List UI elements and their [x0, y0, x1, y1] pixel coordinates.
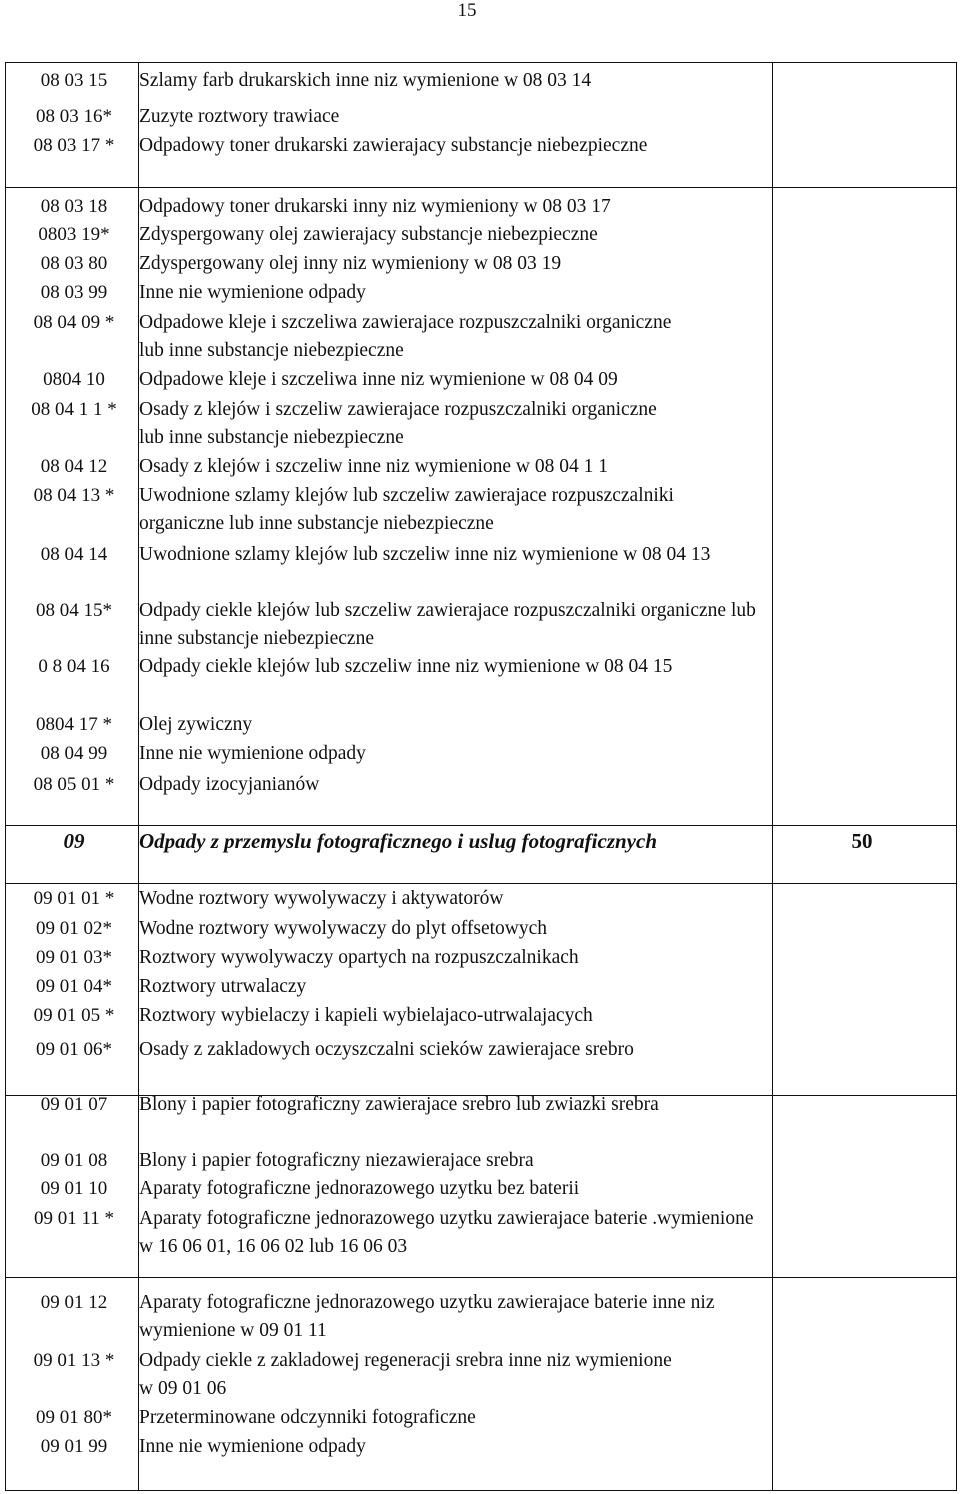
waste-code: 08 05 01 * — [33, 774, 115, 795]
waste-code: 09 01 80* — [36, 1407, 112, 1428]
waste-code: 08 03 80 — [40, 253, 108, 274]
waste-code: 08 03 99 — [40, 282, 108, 303]
waste-description: Zdyspergowany olej zawierajacy substancje niebezpieczne — [139, 224, 598, 245]
waste-description: Blony i papier fotograficzny niezawierajace srebra — [139, 1150, 534, 1171]
waste-description: Roztwory wybielaczy i kapieli wybielajaco-utrwalajacych — [139, 1005, 593, 1026]
waste-description: Zdyspergowany olej inny niz wymieniony w 08 03 19 — [139, 253, 562, 274]
waste-description: Odpady izocyjanianów — [139, 774, 320, 795]
waste-description: Inne nie wymienione odpady — [139, 743, 366, 764]
waste-code: 09 01 05 * — [33, 1005, 115, 1026]
waste-description: Wodne roztwory wywolywaczy do plyt offsetowych — [139, 918, 548, 939]
waste-description: Osady z zakladowych oczyszczalni scieków zawierajace srebro — [139, 1039, 634, 1060]
section-title: Odpady z przemyslu fotograficznego i uslug fotograficznych — [139, 829, 658, 853]
waste-description: Odpadowe kleje i szczeliwa inne niz wymienione w 08 04 09 — [139, 369, 618, 390]
waste-code: 08 04 12 — [40, 456, 108, 477]
waste-code: 08 04 99 — [40, 743, 108, 764]
waste-description: Aparaty fotograficzne jednorazowego uzytku zawierajace baterie .wymienione w 16 06 01, 16 06 02 lub 16 06 03 — [139, 1208, 754, 1257]
waste-description: Aparaty fotograficzne jednorazowego uzytku bez baterii — [139, 1178, 580, 1199]
section-divider-bottom — [6, 883, 956, 884]
waste-code: 09 01 06* — [36, 1039, 112, 1060]
waste-code: 08 03 17 * — [33, 135, 115, 156]
waste-description: Uwodnione szlamy klejów lub szczeliw zawierajace rozpuszczalniki organiczne lub inne substancje niebezpieczne — [139, 485, 674, 534]
waste-code: 0 8 04 16 — [38, 656, 110, 677]
waste-description: Aparaty fotograficzne jednorazowego uzytku zawierajace baterie inne niz wymienione w 09 01 11 — [139, 1292, 715, 1341]
waste-description: Inne nie wymienione odpady — [139, 282, 366, 303]
waste-code: 09 01 13 * — [33, 1350, 115, 1371]
waste-description: Blony i papier fotograficzny zawierajace srebro lub zwiazki srebra — [139, 1094, 659, 1115]
waste-description: Roztwory utrwalaczy — [139, 976, 307, 997]
waste-code: 09 01 07 — [40, 1094, 108, 1115]
waste-code: 0804 10 — [43, 369, 105, 390]
waste-code: 08 03 16* — [36, 106, 112, 127]
waste-code: 09 01 01 * — [33, 888, 115, 909]
waste-description: Osady z klejów i szczeliw inne niz wymienione w 08 04 1 1 — [139, 456, 608, 477]
waste-code: 08 04 09 * — [33, 312, 115, 333]
waste-code: 08 03 18 — [40, 196, 108, 217]
waste-description: Odpady ciekle klejów lub szczeliw zawierajace rozpuszczalniki organiczne lub inne substancje niebezpieczne — [139, 600, 756, 649]
waste-description: Odpadowe kleje i szczeliwa zawierajace rozpuszczalniki organiczne lub inne substancje niebezpieczne — [139, 312, 672, 361]
waste-code: 09 01 03* — [36, 947, 112, 968]
waste-description: Osady z klejów i szczeliw zawierajace rozpuszczalniki organiczne lub inne substancje niebezpieczne — [139, 399, 657, 448]
waste-code: 09 01 12 — [40, 1292, 108, 1313]
waste-code: 08 03 15 — [40, 70, 108, 91]
waste-code: 08 04 15* — [36, 600, 112, 621]
waste-code: 09 01 02* — [36, 918, 112, 939]
waste-description: Odpady ciekle z zakladowej regeneracji srebra inne niz wymienione w 09 01 06 — [139, 1350, 672, 1399]
waste-code: 09 01 99 — [40, 1436, 108, 1457]
waste-description: Przeterminowane odczynniki fotograficzne — [139, 1407, 476, 1428]
waste-description: Roztwory wywolywaczy opartych na rozpuszczalnikach — [139, 947, 579, 968]
row-divider — [6, 1277, 956, 1278]
waste-code: 0804 17 * — [36, 714, 112, 735]
waste-description: Uwodnione szlamy klejów lub szczeliw inne niz wymienione w 08 04 13 — [139, 544, 711, 565]
waste-code: 09 01 11 * — [33, 1208, 115, 1229]
section-points: 50 — [851, 829, 873, 853]
waste-code: 0803 19* — [38, 224, 110, 245]
waste-description: Olej zywiczny — [139, 714, 253, 735]
points-column-divider — [772, 63, 773, 1490]
waste-description: Odpadowy toner drukarski zawierajacy substancje niebezpieczne — [139, 135, 648, 156]
waste-code: 09 01 04* — [36, 976, 112, 997]
section-code: 09 — [63, 829, 85, 853]
waste-code: 08 04 14 — [40, 544, 108, 565]
waste-code: 09 01 08 — [40, 1150, 108, 1171]
waste-code: 08 04 1 1 * — [31, 399, 117, 420]
page-number: 15 — [457, 0, 477, 21]
waste-description: Zuzyte roztwory trawiace — [139, 106, 340, 127]
waste-description: Szlamy farb drukarskich inne niz wymienione w 08 03 14 — [139, 70, 592, 91]
waste-description: Odpady ciekle klejów lub szczeliw inne niz wymienione w 08 04 15 — [139, 656, 673, 677]
waste-description: Wodne roztwory wywolywaczy i aktywatorów — [139, 888, 504, 909]
row-divider — [6, 187, 956, 188]
waste-description: Odpadowy toner drukarski inny niz wymieniony w 08 03 17 — [139, 196, 611, 217]
waste-code: 09 01 10 — [40, 1178, 108, 1199]
waste-description: Inne nie wymienione odpady — [139, 1436, 366, 1457]
waste-code: 08 04 13 * — [33, 485, 115, 506]
section-divider-top — [6, 825, 956, 826]
